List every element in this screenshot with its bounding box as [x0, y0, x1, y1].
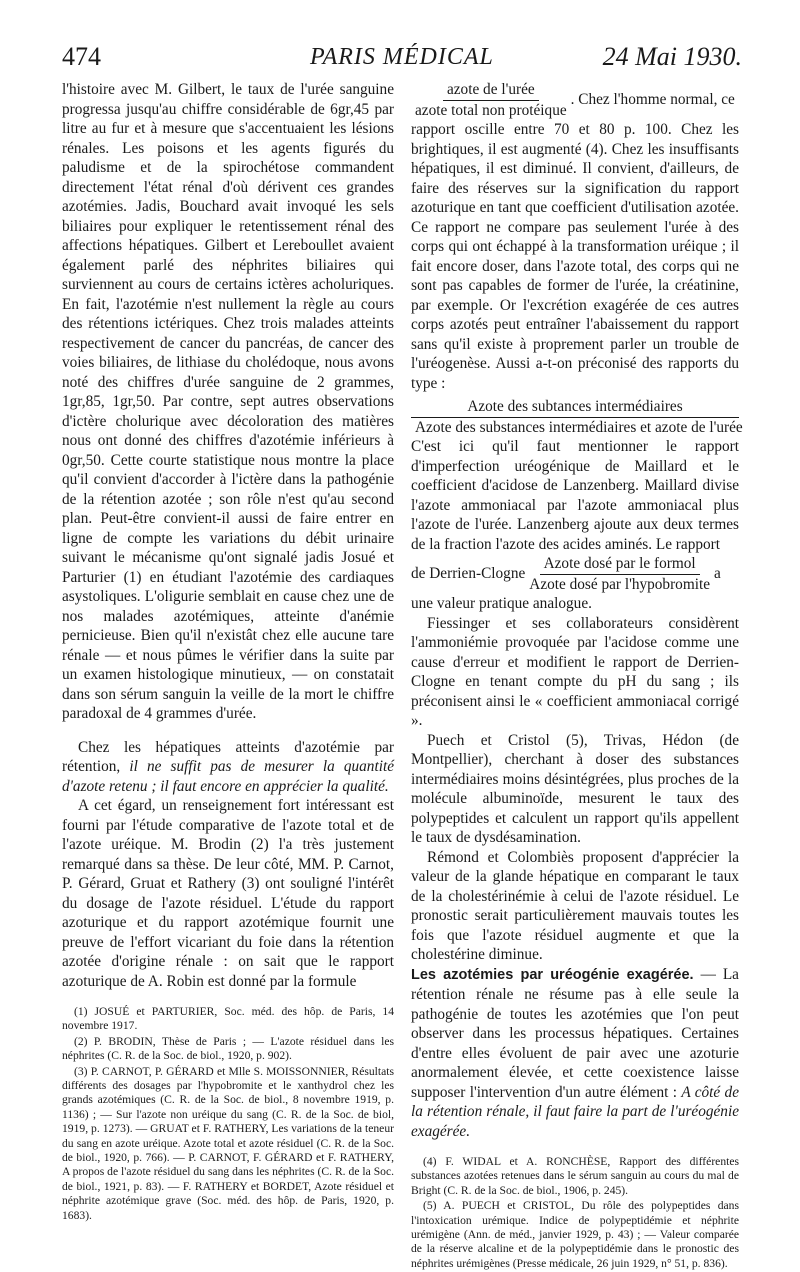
paragraph: Puech et Cristol (5), Trivas, Hédon (de Montpellier), cherchant à doser des substances intermédiaires moins désintégrées, plus proches de la molécule albuminoïde, mesurent le taux des polypeptides et calculent un rapport qu'ils appellent le taux de dysdésamination. [411, 731, 739, 846]
left-column [62, 80, 394, 1224]
fraction-denominator: azote total non protéique [415, 101, 567, 119]
page-number: 474 [62, 42, 101, 71]
formula-azoturique [411, 80, 739, 120]
fraction-numerator: Azote des subtances intermédiaires [411, 397, 739, 418]
fraction-denominator: Azote dosé par l'hypobromite [529, 575, 711, 593]
paragraph [411, 965, 739, 1142]
text-span: — La rétention rénale ne résume pas à elle seule la pathogénie de toutes les azotémies que l'on peut observer dans les processus hépatiques. Certaines d'entre elles évoluent de pair avec une azoturie anormalement élevée, et cette coexistence laisse supposer l'intervention d'un autre élément : [411, 965, 739, 1101]
text-span: de Derrien-Clogne [411, 565, 526, 583]
fraction-numerator: Azote dosé par le formol [540, 554, 700, 575]
formula-derrien-clogne [411, 554, 739, 594]
footnote: (1) JOSUÉ et PARTURIER, Soc. méd. des hôp. de Paris, 14 novembre 1917. [62, 1005, 394, 1033]
paragraph: l'histoire avec M. Gilbert, le taux de l'urée sanguine progressa jusqu'au chiffre considérable de 6gr,45 par litre au fur et à mesure que s'accentuaient les lésions rénales. Les poisons et les agents figurés du paludisme et de la spirochétose commandent directement l'état rénal d'où dérivent ces grandes azotémies. Jadis, Bouchard avait invoqué les sels biliaires pour expliquer le retentissement rénal des affections hépatiques. Gilbert et Lereboullet avaient également parlé des néphrites biliaires qui surviennent au cours de certains ictères acholuriques. En fait, l'azotémie n'est nullement la règle au cours des rétentions ictériques. Chez trois malades atteints respectivement de cancer du pancréas, de cancer des voies biliaires, de lithiase du cholédoque, nous avons noté des chiffres d'urée sanguine de 2 grammes, 1gr,85, 1gr,50. Par contre, sept autres observations d'ictère cholurique avec décoloration des matières nous ont donné des chiffres d'azotémie inférieurs à 0gr,50. Cette courte statistique nous montre la place qu'il convient d'accorder à l'ictère dans la pathogénie de la rétention azotée ; son rôle n'est qu'au second plan. Peut-être convient-il aussi de faire entrer en ligne de compte les variations du débit urinaire suivant le mécanisme qu'ont signalé jadis Josué et Parturier (1) en étudiant l'azotémie des cardiaques asystoliques. L'oligurie semblait en cause chez une de nos malades azotémiques, atteinte d'anémie pernicieuse. Bien qu'il n'existât chez elle aucune tare rénale — et nous pûmes le vérifier dans la suite par un examen histologique minutieux, — on constatait dans son sérum sanguin la veille de la mort le chiffre paradoxal de 4 grammes d'urée. [62, 81, 394, 722]
fraction-denominator: Azote des substances intermédiaires et azote de l'urée [415, 418, 743, 436]
section-heading: Les azotémies par uréogénie exagérée. [411, 966, 694, 983]
right-column [411, 80, 743, 1272]
footnotes [62, 1005, 394, 1223]
fraction-numerator: azote de l'urée [443, 80, 539, 101]
paragraph: rapport oscille entre 70 et 80 p. 100. Chez les brightiques, il est augmenté (4). Chez les insuffisants hépatiques, il est diminué. Il convient, d'ailleurs, de faire des réserves sur la signification du rapport azoturique en tant que coefficient d'utilisation azotée. Ce rapport ne compare pas seulement l'urée à des corps qui ont échappé à la transformation uréique ; il fait encore doser, dans l'azote total, des corps qui ne sont pas capables de former de l'urée, la créatinine, par exemple. Or l'excrétion exagérée de ces autres corps azotés peut entraîner l'abaissement du rapport sans qu'il existe à proprement parler un trouble de l'uréogenèse. Aussi a-t-on préconisé des rapports du type : [411, 121, 739, 392]
footnotes [411, 1155, 739, 1271]
text-span: Chez les hépatiques atteints d'azotémie par rétention, [62, 738, 394, 775]
journal-title: PARIS MÉDICAL [310, 44, 494, 70]
paragraph: A cet égard, un renseignement fort intéressant est fourni par l'étude comparative de l'azote total et de l'azote uréique. M. Brodin (2) l'a très justement remarqué dans sa thèse. De leur côté, MM. P. Carnot, P. Gérard, Gruat et Rathery (3) ont souligné l'intérêt du dosage de l'azote résiduel. L'étude du rapport azoturique et du rapport azotémique fournit une preuve de l'effort vicariant du foie dans la rétention azotée d'origine rénale : on sait que le rapport azoturique de A. Robin est donné par la formule [62, 797, 394, 990]
emphasis-text: il ne suffit pas de mesurer la quantité d'azote retenu ; il faut encore en apprécier la qualité. [62, 758, 394, 795]
paragraph: C'est ici qu'il faut mentionner le rapport d'imperfection uréogénique de Maillard et le coefficient d'acidose de Lanzenberg. Maillard divise l'azote ammoniacal par l'azote ammoniacal plus l'azote de l'urée. Lanzenberg ajoute aux deux termes de la fraction l'azote des acides aminés. Le rapport [411, 438, 739, 553]
footnote: (2) P. BRODIN, Thèse de Paris ; — L'azote résiduel dans les néphrites (C. R. de la Soc. de biol., 1920, p. 902). [62, 1034, 394, 1063]
fraction [411, 80, 571, 120]
paragraph: Fiessinger et ses collaborateurs considèrent l'ammoniémie provoquée par l'acidose comme une cause d'erreur et modifient le rapport de Derrien-Clogne en tenant compte du pH du sang ; ils préconisent ainsi le « coefficient ammoniacal corrigé ». [411, 614, 739, 729]
footnote: (4) F. WIDAL et A. RONCHÈSE, Rapport des différentes substances azotées retenues dans le sérum sanguin au cours du mal de Bright (C. R. de la Soc. de biol., 1906, p. 245). [411, 1155, 739, 1197]
text-span: a [714, 565, 721, 583]
page-header [62, 38, 742, 78]
emphasis-text: A côté de la rétention rénale, il faut faire la part de l'uréogénie exagérée. [411, 1083, 739, 1140]
paragraph: Rémond et Colombiès proposent d'apprécier la valeur de la glande hépatique en comparant le taux de la cholestérinémie à celui de l'azote résiduel. Le pronostic serait particulièrement mauvais toutes les fois que l'azote résiduel augmente et que la cholestérine diminue. [411, 848, 739, 963]
footnote: (5) A. PUECH et CRISTOL, Du rôle des polypeptides dans l'intoxication urémique. Indice de polypeptidémie et néphrite urémigène (Ann. de méd., janvier 1929, p. 43) ; — Valeur comparée de la réserve alcaline et de la polypeptidémie dans le pronostic des néphrites urémigènes (Presse médicale, 26 juin 1929, n° 51, p. 836). [411, 1199, 739, 1270]
footnote: (3) P. CARNOT, P. GÉRARD et Mlle S. MOISSONNIER, Résultats différents des dosages par l'hypobromite et le xanthydrol chez les grands azotémiques (C. R. de la Soc. de biol., 8 novembre 1919, p. 1136) ; — Sur l'azote non uréique du sang (C. R. de la Soc. de biol, 1919, p. 1273). — GRUAT et F. RATHERY, Les variations de la teneur du sang en azote uréique. Azote total et azote résiduel (C. R. de la Soc. de biol., 1920, p. 766). — P. CARNOT, F. GÉRARD et F. RATHERY, A propos de l'azote résiduel du sang dans les néphrites (C. R. de la Soc. de biol., 1921, p. 83). — F. RATHERY et BORDET, Azote résiduel et néphrite azotémique grave (Soc. méd. des hôp. de Paris, 1920, p. 1683). [62, 1064, 394, 1222]
issue-date: 24 Mai 1930. [602, 42, 742, 71]
fraction [525, 554, 714, 594]
text-span: . Chez l'homme normal, ce [570, 91, 735, 109]
paragraph [62, 738, 394, 797]
formula-intermediaires [411, 397, 743, 437]
paragraph: une valeur pratique analogue. [411, 595, 592, 612]
